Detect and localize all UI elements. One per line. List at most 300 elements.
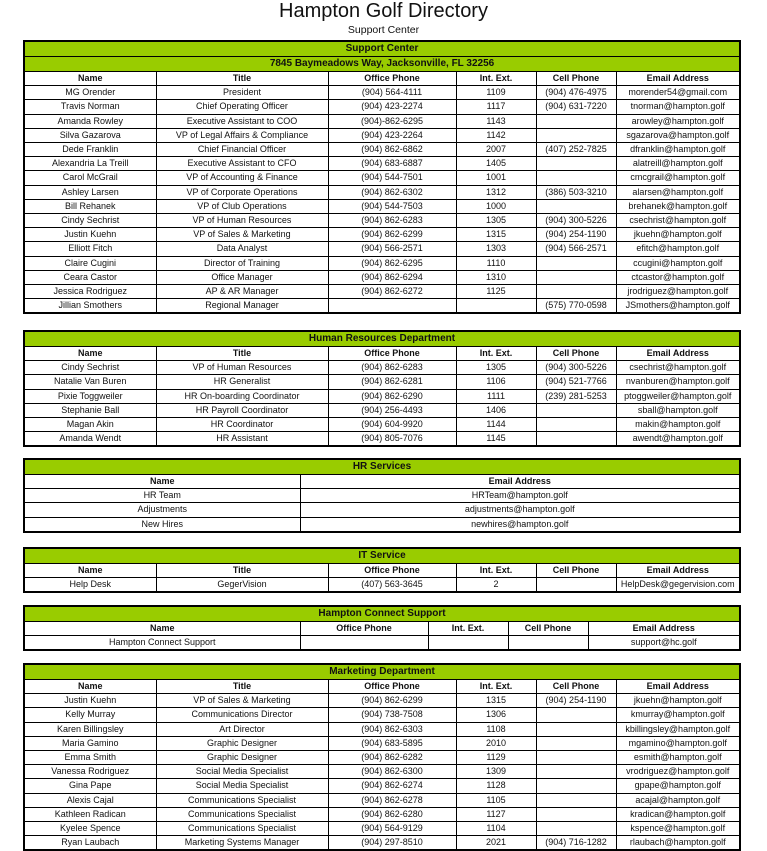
document-subtitle: Support Center	[347, 24, 420, 36]
cell-phone-cell	[536, 171, 616, 185]
hampton-connect-table	[25, 607, 739, 649]
section-it-service	[23, 547, 741, 593]
cell-phone-cell: (904) 631-7220	[536, 100, 616, 114]
table-row	[25, 736, 739, 750]
office-phone-cell: (904) 862-6283	[328, 361, 456, 375]
office-phone-cell: (904) 564-4111	[328, 86, 456, 100]
column-header: Cell Phone	[536, 680, 616, 694]
ext-cell: 1110	[456, 256, 536, 270]
office-phone-cell: (407) 563-3645	[328, 578, 456, 592]
column-header: Cell Phone	[536, 347, 616, 361]
table-row	[25, 403, 739, 417]
cell-phone-cell	[536, 418, 616, 432]
office-phone-cell: (904) 423-2264	[328, 128, 456, 142]
email-cell[interactable]: alatreill@hampton.golf	[616, 157, 739, 171]
cell-phone-cell	[536, 751, 616, 765]
section-title: Support Center	[25, 42, 739, 57]
office-phone-cell: (904)-862-6295	[328, 114, 456, 128]
email-cell[interactable]: support@hc.golf	[588, 636, 739, 650]
section-title: Marketing Department	[25, 665, 739, 680]
title-cell: VP of Accounting & Finance	[156, 171, 328, 185]
name-cell: MG Orender	[25, 86, 156, 100]
column-header-row	[25, 680, 739, 694]
cell-phone-cell	[536, 157, 616, 171]
title-cell: President	[156, 86, 328, 100]
office-phone-cell: (904) 862-6303	[328, 722, 456, 736]
column-header: Office Phone	[328, 72, 456, 86]
title-cell: VP of Sales & Marketing	[156, 694, 328, 708]
column-header: Cell Phone	[536, 564, 616, 578]
name-cell: Cindy Sechrist	[25, 361, 156, 375]
name-cell: Kathleen Radican	[25, 807, 156, 821]
section-address: 7845 Baymeadows Way, Jacksonville, FL 32256	[25, 57, 739, 72]
column-header: Int. Ext.	[456, 680, 536, 694]
marketing-table	[25, 665, 739, 849]
table-row	[25, 199, 739, 213]
ext-cell: 2010	[456, 736, 536, 750]
ext-cell: 1111	[456, 389, 536, 403]
name-cell: Vanessa Rodriguez	[25, 765, 156, 779]
title-cell: HR Generalist	[156, 375, 328, 389]
title-cell: HR Coordinator	[156, 418, 328, 432]
ext-cell: 1143	[456, 114, 536, 128]
table-row	[25, 418, 739, 432]
office-phone-cell: (904) 738-7508	[328, 708, 456, 722]
ext-cell: 1406	[456, 403, 536, 417]
office-phone-cell: (904) 544-7501	[328, 171, 456, 185]
office-phone-cell: (904) 604-9920	[328, 418, 456, 432]
email-cell[interactable]: sball@hampton.golf	[616, 403, 739, 417]
hr-services-table	[25, 460, 739, 531]
email-cell[interactable]: rlaubach@hampton.golf	[616, 836, 739, 850]
ext-cell: 1000	[456, 199, 536, 213]
email-cell[interactable]: gpape@hampton.golf	[616, 779, 739, 793]
office-phone-cell	[328, 299, 456, 313]
table-row	[25, 228, 739, 242]
email-cell[interactable]: cmcgrail@hampton.golf	[616, 171, 739, 185]
title-cell: VP of Sales & Marketing	[156, 228, 328, 242]
office-phone-cell: (904) 683-6887	[328, 157, 456, 171]
ext-cell: 1127	[456, 807, 536, 821]
title-cell: Chief Financial Officer	[156, 143, 328, 157]
table-row	[25, 86, 739, 100]
table-row	[25, 722, 739, 736]
section-title-band	[25, 42, 739, 57]
office-phone-cell: (904) 862-6862	[328, 143, 456, 157]
cell-phone-cell	[536, 578, 616, 592]
name-cell: Bill Rehanek	[25, 199, 156, 213]
name-cell: Gina Pape	[25, 779, 156, 793]
column-header: Office Phone	[328, 564, 456, 578]
section-title-band	[25, 460, 739, 475]
cell-phone-cell: (386) 503-3210	[536, 185, 616, 199]
table-row	[25, 270, 739, 284]
name-cell: Ryan Laubach	[25, 836, 156, 850]
email-cell[interactable]: newhires@hampton.golf	[300, 517, 739, 531]
name-cell: Jessica Rodriguez	[25, 285, 156, 299]
cell-phone-cell	[536, 807, 616, 821]
cell-phone-cell	[536, 793, 616, 807]
cell-phone-cell: (575) 770-0598	[536, 299, 616, 313]
office-phone-cell: (904) 544-7503	[328, 199, 456, 213]
email-cell[interactable]: csechrist@hampton.golf	[616, 214, 739, 228]
name-cell: Elliott Fitch	[25, 242, 156, 256]
title-cell: Communications Specialist	[156, 807, 328, 821]
ext-cell: 1106	[456, 375, 536, 389]
cell-phone-cell	[536, 128, 616, 142]
name-cell: Alexis Cajal	[25, 793, 156, 807]
name-cell: Karen Billingsley	[25, 722, 156, 736]
ext-cell: 1104	[456, 822, 536, 836]
column-header-row	[25, 347, 739, 361]
column-header: Office Phone	[328, 680, 456, 694]
cell-phone-cell	[536, 779, 616, 793]
table-row	[25, 432, 739, 446]
title-cell: Director of Training	[156, 256, 328, 270]
email-cell[interactable]: csechrist@hampton.golf	[616, 361, 739, 375]
title-cell: VP of Club Operations	[156, 199, 328, 213]
email-cell[interactable]: nvanburen@hampton.golf	[616, 375, 739, 389]
ext-cell: 1142	[456, 128, 536, 142]
column-header: Name	[25, 564, 156, 578]
name-cell: Ashley Larsen	[25, 185, 156, 199]
email-cell[interactable]: kbillingsley@hampton.golf	[616, 722, 739, 736]
table-row	[25, 517, 739, 531]
office-phone-cell: (904) 862-6299	[328, 228, 456, 242]
column-header: Int. Ext.	[456, 564, 536, 578]
ext-cell: 2	[456, 578, 536, 592]
column-header: Email Address	[616, 72, 739, 86]
office-phone-cell: (904) 683-5895	[328, 736, 456, 750]
office-phone-cell: (904) 862-6272	[328, 285, 456, 299]
table-row	[25, 100, 739, 114]
section-hampton-connect-support	[23, 605, 741, 651]
table-row	[25, 822, 739, 836]
column-header: Cell Phone	[508, 622, 588, 636]
name-cell: Stephanie Ball	[25, 403, 156, 417]
cell-phone-cell	[536, 765, 616, 779]
ext-cell: 1125	[456, 285, 536, 299]
column-header: Title	[156, 347, 328, 361]
table-row	[25, 389, 739, 403]
cell-phone-cell	[536, 403, 616, 417]
table-row	[25, 503, 739, 517]
email-cell[interactable]: vrodriguez@hampton.golf	[616, 765, 739, 779]
section-human-resources	[23, 330, 741, 447]
column-header: Name	[25, 72, 156, 86]
ext-cell: 1117	[456, 100, 536, 114]
name-cell: Claire Cugini	[25, 256, 156, 270]
section-marketing	[23, 663, 741, 851]
office-phone-cell: (904) 862-6278	[328, 793, 456, 807]
office-phone-cell: (904) 862-6290	[328, 389, 456, 403]
email-cell[interactable]: morender54@gmail.com	[616, 86, 739, 100]
email-cell[interactable]: dfranklin@hampton.golf	[616, 143, 739, 157]
title-cell: Communications Director	[156, 708, 328, 722]
email-cell[interactable]: ctcastor@hampton.golf	[616, 270, 739, 284]
email-cell[interactable]: brehanek@hampton.golf	[616, 199, 739, 213]
email-cell[interactable]: jkuehn@hampton.golf	[616, 228, 739, 242]
name-cell: Help Desk	[25, 578, 156, 592]
ext-cell: 1128	[456, 779, 536, 793]
name-cell: Kelly Murray	[25, 708, 156, 722]
section-title: IT Service	[25, 549, 739, 564]
cell-phone-cell: (904) 254-1190	[536, 228, 616, 242]
name-cell: Adjustments	[25, 503, 300, 517]
title-cell: Regional Manager	[156, 299, 328, 313]
title-cell: Executive Assistant to CFO	[156, 157, 328, 171]
title-cell: Office Manager	[156, 270, 328, 284]
email-cell[interactable]: JSmothers@hampton.golf	[616, 299, 739, 313]
section-title: HR Services	[25, 460, 739, 475]
office-phone-cell: (904) 297-8510	[328, 836, 456, 850]
email-cell[interactable]: mgamino@hampton.golf	[616, 736, 739, 750]
email-cell[interactable]: ptoggweiler@hampton.golf	[616, 389, 739, 403]
name-cell: Magan Akin	[25, 418, 156, 432]
column-header: Email Address	[616, 680, 739, 694]
cell-phone-cell	[536, 708, 616, 722]
column-header: Name	[25, 347, 156, 361]
ext-cell: 1306	[456, 708, 536, 722]
table-row	[25, 242, 739, 256]
email-cell[interactable]: adjustments@hampton.golf	[300, 503, 739, 517]
office-phone-cell: (904) 862-6274	[328, 779, 456, 793]
title-cell: Art Director	[156, 722, 328, 736]
email-cell[interactable]: efitch@hampton.golf	[616, 242, 739, 256]
section-support-center	[23, 40, 741, 314]
title-cell: Graphic Designer	[156, 736, 328, 750]
human-resources-table	[25, 332, 739, 445]
column-header: Int. Ext.	[456, 72, 536, 86]
it-service-table	[25, 549, 739, 591]
name-cell: Natalie Van Buren	[25, 375, 156, 389]
ext-cell: 1105	[456, 793, 536, 807]
email-cell[interactable]: awendt@hampton.golf	[616, 432, 739, 446]
name-cell: Alexandria La Treill	[25, 157, 156, 171]
name-cell: Kyelee Spence	[25, 822, 156, 836]
name-cell: Justin Kuehn	[25, 694, 156, 708]
cell-phone-cell: (904) 716-1282	[536, 836, 616, 850]
table-row	[25, 751, 739, 765]
email-cell[interactable]: arowley@hampton.golf	[616, 114, 739, 128]
office-phone-cell: (904) 805-7076	[328, 432, 456, 446]
title-cell: Graphic Designer	[156, 751, 328, 765]
title-cell: Social Media Specialist	[156, 779, 328, 793]
office-phone-cell: (904) 566-2571	[328, 242, 456, 256]
column-header: Name	[25, 622, 300, 636]
ext-cell: 1309	[456, 765, 536, 779]
title-cell: VP of Corporate Operations	[156, 185, 328, 199]
section-hr-services	[23, 458, 741, 533]
table-row	[25, 375, 739, 389]
title-cell: HR Assistant	[156, 432, 328, 446]
column-header: Name	[25, 680, 156, 694]
ext-cell: 1129	[456, 751, 536, 765]
office-phone-cell: (904) 862-6302	[328, 185, 456, 199]
ext-cell	[456, 299, 536, 313]
title-cell: Communications Specialist	[156, 793, 328, 807]
column-header: Email Address	[616, 347, 739, 361]
cell-phone-cell: (904) 254-1190	[536, 694, 616, 708]
table-row	[25, 779, 739, 793]
support-center-table	[25, 42, 739, 312]
table-row	[25, 285, 739, 299]
office-phone-cell: (904) 256-4493	[328, 403, 456, 417]
name-cell: Pixie Toggweiler	[25, 389, 156, 403]
table-row	[25, 708, 739, 722]
ext-cell: 1144	[456, 418, 536, 432]
table-row	[25, 171, 739, 185]
cell-phone-cell: (904) 300-5226	[536, 214, 616, 228]
name-cell: Amanda Wendt	[25, 432, 156, 446]
email-cell[interactable]: tnorman@hampton.golf	[616, 100, 739, 114]
title-cell: Marketing Systems Manager	[156, 836, 328, 850]
office-phone-cell: (904) 564-9129	[328, 822, 456, 836]
email-cell[interactable]: HRTeam@hampton.golf	[300, 489, 739, 503]
office-phone-cell: (904) 862-6294	[328, 270, 456, 284]
title-cell: VP of Human Resources	[156, 214, 328, 228]
table-row	[25, 489, 739, 503]
cell-phone-cell: (904) 566-2571	[536, 242, 616, 256]
email-cell[interactable]: jkuehn@hampton.golf	[616, 694, 739, 708]
office-phone-cell: (904) 862-6281	[328, 375, 456, 389]
table-row	[25, 807, 739, 821]
office-phone-cell: (904) 862-6280	[328, 807, 456, 821]
email-cell[interactable]: kmurray@hampton.golf	[616, 708, 739, 722]
section-title: Hampton Connect Support	[25, 607, 739, 622]
office-phone-cell: (904) 862-6283	[328, 214, 456, 228]
table-row	[25, 299, 739, 313]
ext-cell: 1310	[456, 270, 536, 284]
name-cell: Amanda Rowley	[25, 114, 156, 128]
ext-cell: 2021	[456, 836, 536, 850]
name-cell: Emma Smith	[25, 751, 156, 765]
table-row	[25, 765, 739, 779]
cell-phone-cell: (904) 521-7766	[536, 375, 616, 389]
table-row	[25, 636, 739, 650]
title-cell: HR On-boarding Coordinator	[156, 389, 328, 403]
column-header: Email Address	[616, 564, 739, 578]
column-header: Title	[156, 564, 328, 578]
column-header-row	[25, 564, 739, 578]
office-phone-cell	[300, 636, 428, 650]
ext-cell: 1109	[456, 86, 536, 100]
title-cell: Communications Specialist	[156, 822, 328, 836]
cell-phone-cell	[536, 114, 616, 128]
title-cell: GegerVision	[156, 578, 328, 592]
cell-phone-cell: (407) 252-7825	[536, 143, 616, 157]
office-phone-cell: (904) 862-6282	[328, 751, 456, 765]
title-cell: Social Media Specialist	[156, 765, 328, 779]
cell-phone-cell: (904) 476-4975	[536, 86, 616, 100]
name-cell: HR Team	[25, 489, 300, 503]
name-cell: Travis Norman	[25, 100, 156, 114]
office-phone-cell: (904) 862-6299	[328, 694, 456, 708]
table-row	[25, 114, 739, 128]
table-row	[25, 836, 739, 850]
table-row	[25, 143, 739, 157]
column-header: Cell Phone	[536, 72, 616, 86]
title-cell: VP of Human Resources	[156, 361, 328, 375]
office-phone-cell: (904) 423-2274	[328, 100, 456, 114]
table-row	[25, 157, 739, 171]
title-cell: Executive Assistant to COO	[156, 114, 328, 128]
section-title: Human Resources Department	[25, 332, 739, 347]
name-cell: Hampton Connect Support	[25, 636, 300, 650]
table-row	[25, 214, 739, 228]
ext-cell: 1305	[456, 214, 536, 228]
column-header: Int. Ext.	[456, 347, 536, 361]
email-cell[interactable]: makin@hampton.golf	[616, 418, 739, 432]
title-cell: AP & AR Manager	[156, 285, 328, 299]
email-cell[interactable]: acajal@hampton.golf	[616, 793, 739, 807]
title-cell: VP of Legal Affairs & Compliance	[156, 128, 328, 142]
table-row	[25, 578, 739, 592]
ext-cell: 1303	[456, 242, 536, 256]
email-cell[interactable]: jrodriguez@hampton.golf	[616, 285, 739, 299]
cell-phone-cell: (904) 300-5226	[536, 361, 616, 375]
table-row	[25, 128, 739, 142]
cell-phone-cell	[536, 285, 616, 299]
cell-phone-cell	[536, 822, 616, 836]
column-header: Name	[25, 475, 300, 489]
name-cell: Justin Kuehn	[25, 228, 156, 242]
column-header: Office Phone	[300, 622, 428, 636]
ext-cell: 1315	[456, 228, 536, 242]
title-cell: Chief Operating Officer	[156, 100, 328, 114]
email-cell[interactable]: HelpDesk@gegervision.com	[616, 578, 739, 592]
title-cell: Data Analyst	[156, 242, 328, 256]
section-title-band	[25, 549, 739, 564]
column-header-row	[25, 72, 739, 86]
name-cell: Maria Gamino	[25, 736, 156, 750]
column-header: Email Address	[588, 622, 739, 636]
name-cell: Silva Gazarova	[25, 128, 156, 142]
column-header: Title	[156, 72, 328, 86]
ext-cell: 1145	[456, 432, 536, 446]
email-cell[interactable]: esmith@hampton.golf	[616, 751, 739, 765]
name-cell: Carol McGrail	[25, 171, 156, 185]
cell-phone-cell	[536, 270, 616, 284]
name-cell: Jillian Smothers	[25, 299, 156, 313]
office-phone-cell: (904) 862-6300	[328, 765, 456, 779]
ext-cell: 1001	[456, 171, 536, 185]
table-row	[25, 361, 739, 375]
table-row	[25, 185, 739, 199]
table-row	[25, 793, 739, 807]
cell-phone-cell	[536, 722, 616, 736]
email-cell[interactable]: alarsen@hampton.golf	[616, 185, 739, 199]
office-phone-cell: (904) 862-6295	[328, 256, 456, 270]
section-title-band	[25, 607, 739, 622]
cell-phone-cell: (239) 281-5253	[536, 389, 616, 403]
ext-cell: 1405	[456, 157, 536, 171]
cell-phone-cell	[536, 432, 616, 446]
email-cell[interactable]: sgazarova@hampton.golf	[616, 128, 739, 142]
email-cell[interactable]: kspence@hampton.golf	[616, 822, 739, 836]
email-cell[interactable]: kradican@hampton.golf	[616, 807, 739, 821]
ext-cell: 1108	[456, 722, 536, 736]
column-header: Office Phone	[328, 347, 456, 361]
table-row	[25, 256, 739, 270]
ext-cell: 1315	[456, 694, 536, 708]
column-header-row	[25, 622, 739, 636]
ext-cell	[428, 636, 508, 650]
cell-phone-cell	[536, 736, 616, 750]
column-header: Email Address	[300, 475, 739, 489]
email-cell[interactable]: ccugini@hampton.golf	[616, 256, 739, 270]
cell-phone-cell	[536, 199, 616, 213]
